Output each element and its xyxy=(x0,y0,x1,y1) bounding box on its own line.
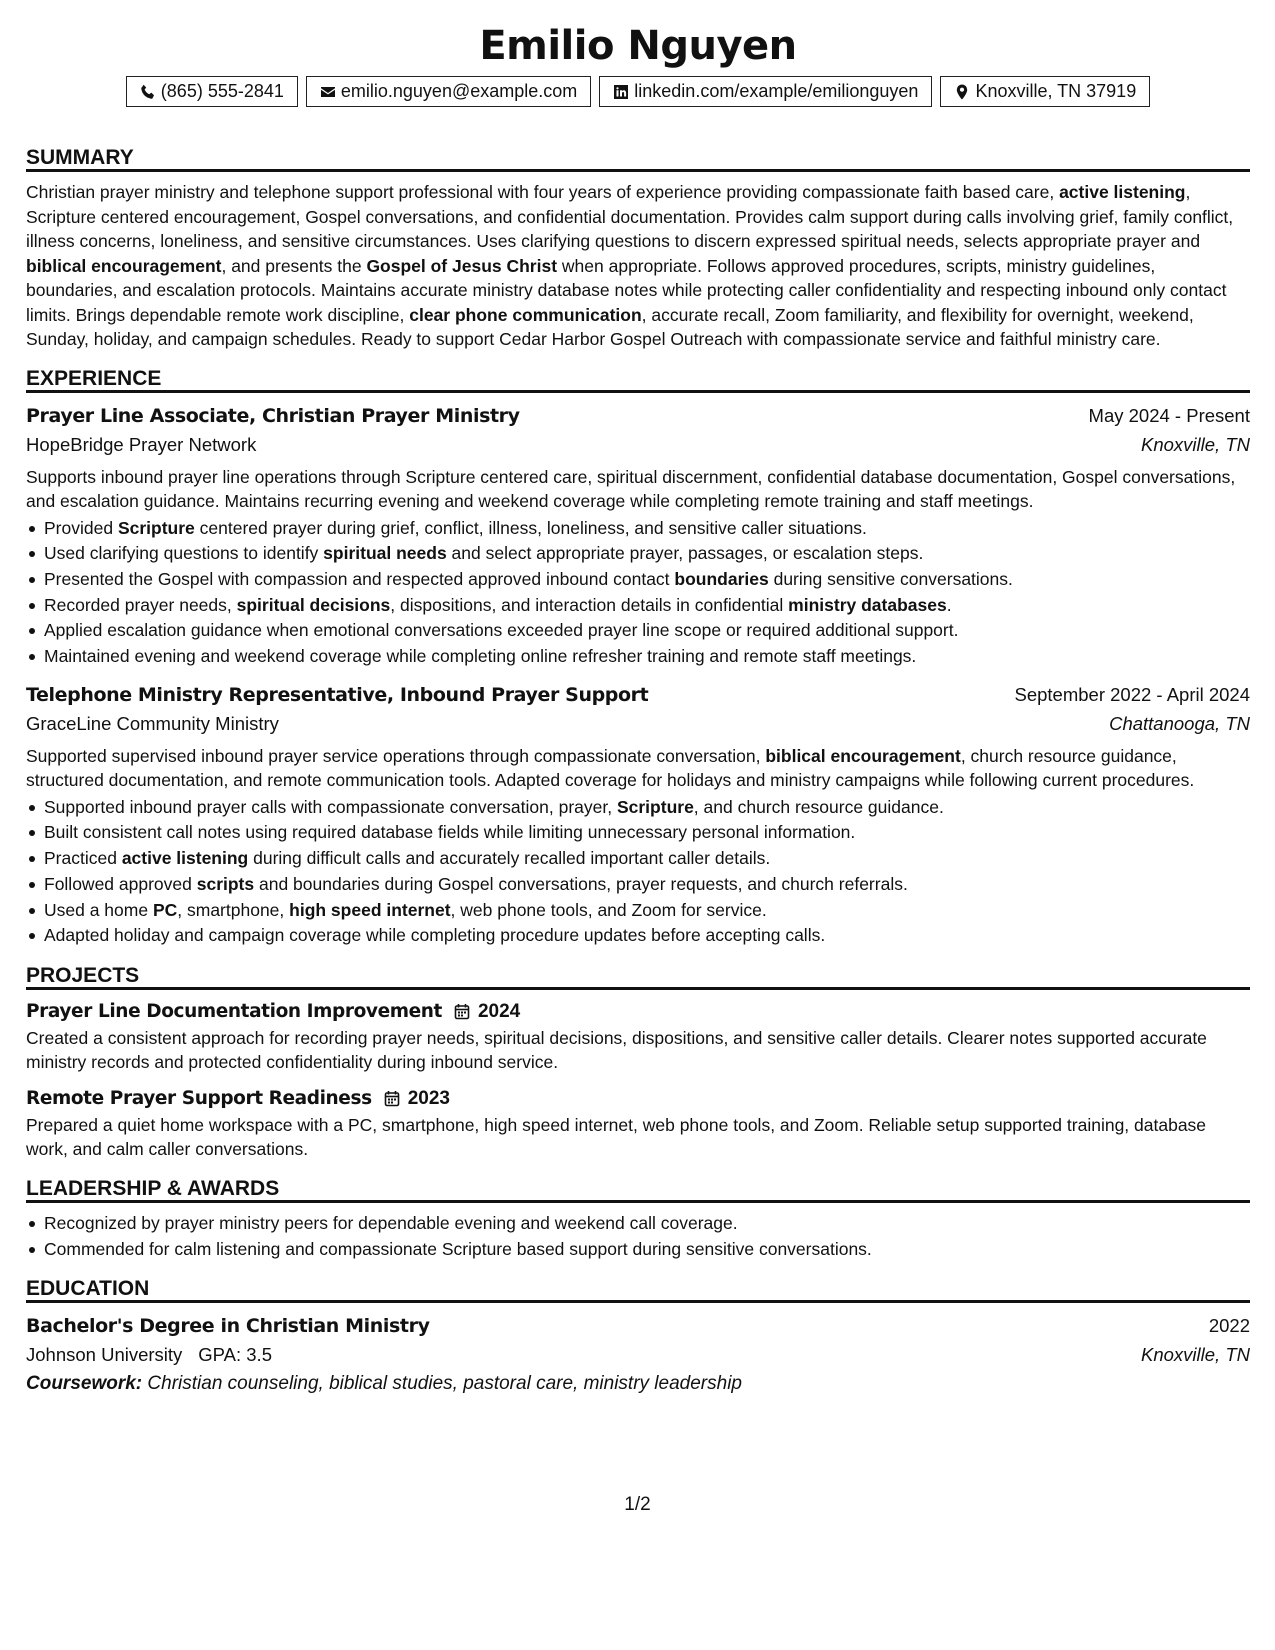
job-title: Telephone Ministry Representative, Inbound Prayer Support xyxy=(26,683,649,706)
project-year: 2023 xyxy=(407,1087,450,1109)
list-item: Adapted holiday and campaign coverage while completing procedure updates before accepting calls. xyxy=(26,923,1250,949)
experience-entry xyxy=(26,401,1250,670)
map-pin-icon xyxy=(954,84,970,100)
list-item: Practiced active listening during difficult calls and accurately recalled important caller details. xyxy=(26,846,1250,872)
job-location: Knoxville, TN xyxy=(1141,433,1250,455)
contact-location-text: Knoxville, TN 37919 xyxy=(975,81,1137,101)
contact-phone-text: (865) 555-2841 xyxy=(160,81,284,101)
job-bullets xyxy=(26,795,1250,949)
job-organization: GraceLine Community Ministry xyxy=(26,712,279,734)
project-description: Prepared a quiet home workspace with a PC, smartphone, high speed internet, web phone tools, and Zoom. Reliable setup supported training, database work, and calm caller conversations. xyxy=(26,1114,1207,1160)
list-item: Supported inbound prayer calls with compassionate conversation, prayer, Scripture, and church resource guidance. xyxy=(26,795,1250,821)
school-name: Johnson University xyxy=(26,1344,183,1366)
calendar-icon xyxy=(384,1090,400,1107)
list-item: Applied escalation guidance when emotional conversations exceeded prayer line scope or required additional support. xyxy=(26,618,1250,644)
job-organization: HopeBridge Prayer Network xyxy=(26,433,257,455)
experience-section xyxy=(26,366,1250,949)
list-item: Provided Scripture centered prayer during grief, conflict, illness, loneliness, and sensitive caller situations. xyxy=(26,516,1250,542)
job-title: Prayer Line Associate, Christian Prayer Ministry xyxy=(26,404,520,427)
project-description: Created a consistent approach for recording prayer needs, spiritual decisions, dispositions, and sensitive caller details. Clearer notes supported accurate ministry records and protected confidentiality during inbound service. xyxy=(26,1027,1207,1073)
job-description: Supported supervised inbound prayer service operations through compassionate conversation, biblical encouragement, church resource guidance, structured documentation, and remote communication tools. Adapted coverage for holidays and ministry campaigns while following current procedures. xyxy=(26,745,1195,791)
list-item: Built consistent call notes using required database fields while limiting unnecessary personal information. xyxy=(26,820,1250,846)
projects-heading: PROJECTS xyxy=(26,963,1250,990)
coursework-label: Coursework: xyxy=(26,1373,143,1395)
leadership-section xyxy=(26,1176,1250,1262)
resume-page xyxy=(26,20,1250,1399)
project-year: 2024 xyxy=(477,1000,521,1022)
job-dates: May 2024 - Present xyxy=(1088,404,1250,426)
leadership-heading: LEADERSHIP & AWARDS xyxy=(26,1176,1250,1203)
contact-phone[interactable] xyxy=(126,76,298,107)
page-number: 1/2 xyxy=(624,1494,651,1515)
experience-heading: EXPERIENCE xyxy=(26,366,1250,393)
project-date xyxy=(454,998,520,1026)
graduation-year: 2022 xyxy=(1208,1315,1250,1337)
coursework xyxy=(26,1369,1250,1399)
project-title: Remote Prayer Support Readiness xyxy=(26,1087,372,1109)
contact-email-text: emilio.nguyen@example.com xyxy=(340,81,578,101)
phone-icon xyxy=(140,84,156,100)
summary-text: Christian prayer ministry and telephone support professional with four years of experience providing compassionate faith based care, active listening, Scripture centered encouragement, Gospel conversations, and confidential documentation. Provides calm support during calls involving grief, family conflict, illness concerns, loneliness, and sensitive circumstances. Uses clarifying questions to discern expressed spiritual needs, selects appropriate prayer and biblical encouragement, and presents the Gospel of Jesus Christ when appropriate. Follows approved procedures, scripts, ministry guidelines, boundaries, and escalation protocols. Maintains accurate ministry database notes while protecting caller confidentiality and respecting inbound only contact limits. Brings dependable remote work discipline, clear phone communication, accurate recall, Zoom familiarity, and flexibility for overnight, weekend, Sunday, holiday, and campaign schedules. Ready to support Cedar Harbor Gospel Outreach with compassionate service and faithful ministry care. xyxy=(26,182,1234,349)
project-entry xyxy=(26,1085,1250,1162)
project-date xyxy=(384,1085,450,1113)
list-item: Followed approved scripts and boundaries during Gospel conversations, prayer requests, and church referrals. xyxy=(26,872,1250,898)
list-item: Presented the Gospel with compassion and respected approved inbound contact boundaries during sensitive conversations. xyxy=(26,567,1250,593)
list-item: Maintained evening and weekend coverage while completing online refresher training and remote staff meetings. xyxy=(26,644,1250,670)
job-bullets xyxy=(26,516,1250,670)
linkedin-icon xyxy=(613,84,629,100)
gpa: GPA: 3.5 xyxy=(198,1344,272,1366)
contact-bar xyxy=(26,76,1250,107)
list-item: Used clarifying questions to identify spiritual needs and select appropriate prayer, passages, or escalation steps. xyxy=(26,541,1250,567)
school-info xyxy=(26,1341,272,1369)
list-item: Commended for calm listening and compassionate Scripture based support during sensitive conversations. xyxy=(26,1237,1250,1263)
experience-entry xyxy=(26,680,1250,949)
projects-section xyxy=(26,963,1250,1162)
contact-linkedin-text: linkedin.com/example/emilionguyen xyxy=(634,81,919,101)
calendar-icon xyxy=(454,1003,470,1020)
project-entry xyxy=(26,998,1250,1075)
summary-section xyxy=(26,145,1250,352)
job-dates: September 2022 - April 2024 xyxy=(1014,683,1250,705)
job-description: Supports inbound prayer line operations through Scripture centered care, spiritual discernment, confidential database documentation, Gospel conversations, and escalation guidance. Maintains recurring evening and weekend coverage while completing remote training and staff meetings. xyxy=(26,466,1236,511)
list-item: Used a home PC, smartphone, high speed internet, web phone tools, and Zoom for service. xyxy=(26,898,1250,924)
project-title: Prayer Line Documentation Improvement xyxy=(26,1000,442,1022)
school-location: Knoxville, TN xyxy=(1141,1344,1250,1366)
contact-location[interactable] xyxy=(940,76,1150,107)
contact-linkedin[interactable] xyxy=(599,76,932,107)
job-location: Chattanooga, TN xyxy=(1109,712,1250,734)
education-section xyxy=(26,1276,1250,1399)
degree-title: Bachelor's Degree in Christian Ministry xyxy=(26,1315,430,1338)
list-item: Recognized by prayer ministry peers for dependable evening and weekend call coverage. xyxy=(26,1211,1250,1237)
envelope-icon xyxy=(320,84,336,100)
summary-heading: SUMMARY xyxy=(26,145,1250,172)
contact-email[interactable] xyxy=(306,76,591,107)
education-heading: EDUCATION xyxy=(26,1276,1250,1303)
list-item: Recorded prayer needs, spiritual decisions, dispositions, and interaction details in confidential ministry databases. xyxy=(26,593,1250,619)
coursework-list: Christian counseling, biblical studies, pastoral care, ministry leadership xyxy=(147,1373,742,1395)
leadership-bullets xyxy=(26,1211,1250,1262)
candidate-name: Emilio Nguyen xyxy=(479,23,797,69)
